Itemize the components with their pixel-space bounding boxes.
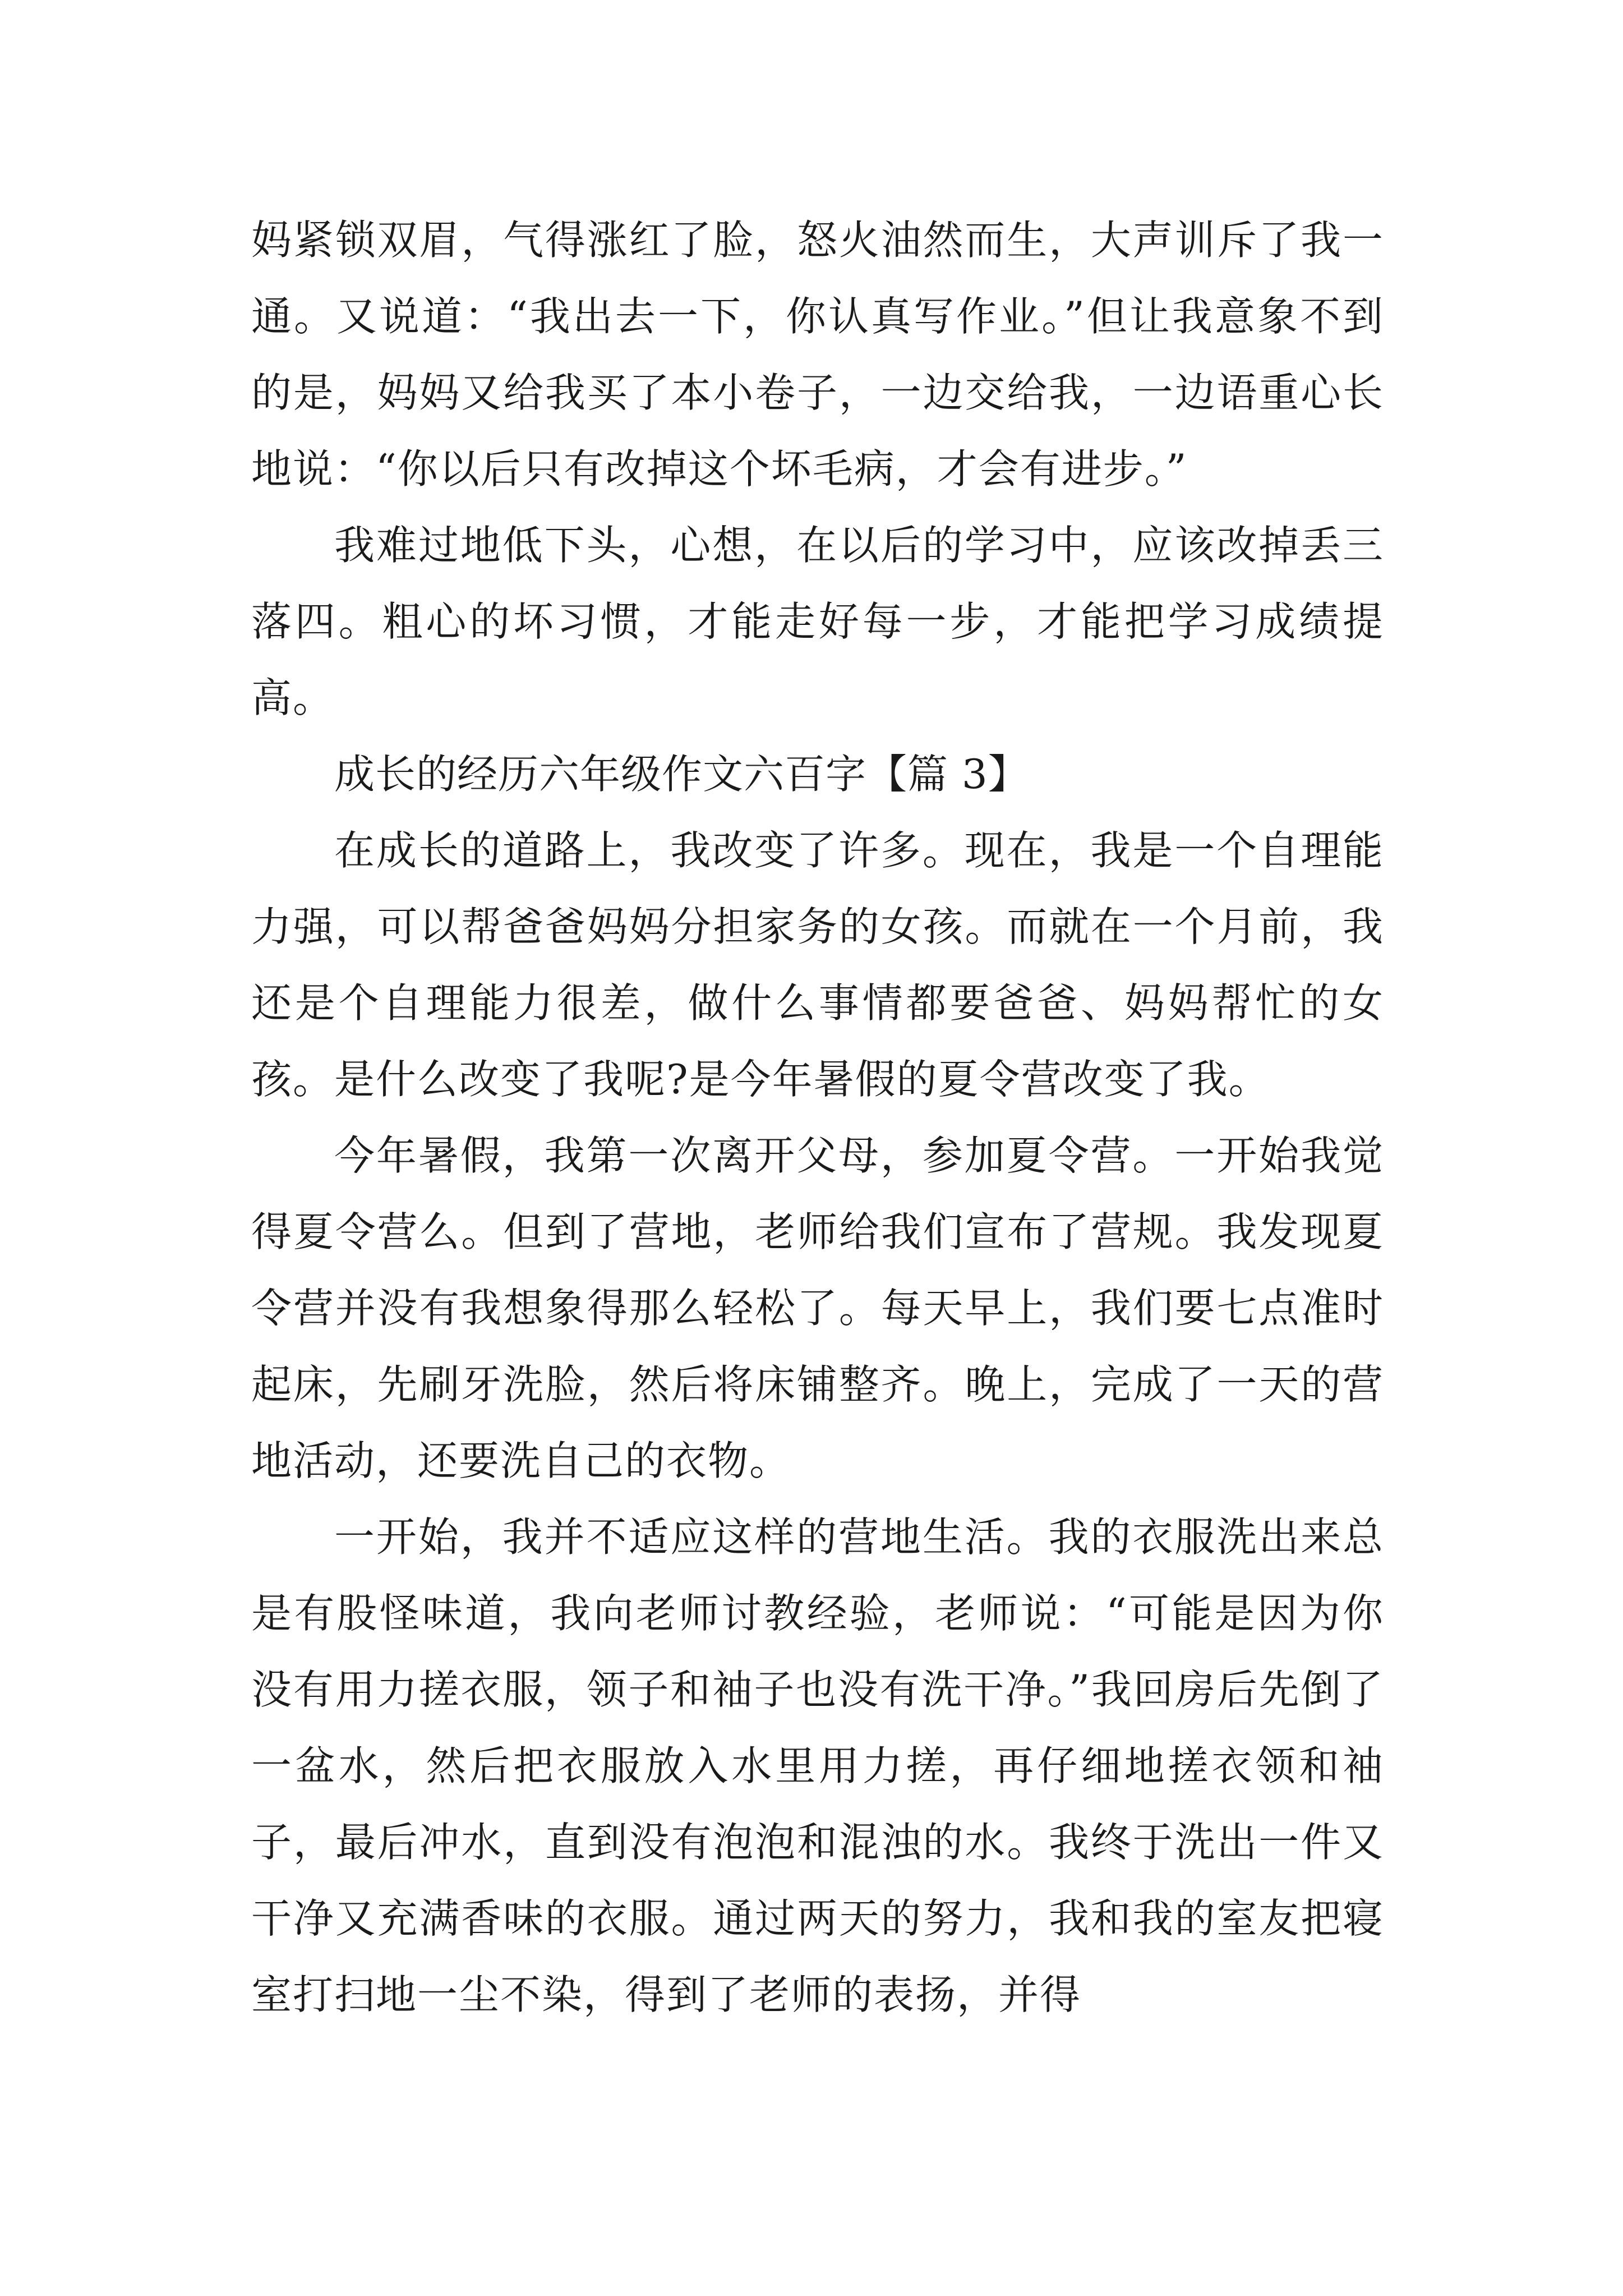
paragraph-4: 今年暑假，我第一次离开父母，参加夏令营。一开始我觉得夏令营么。但到了营地，老师给我们宣布了营规。我发现夏令营并没有我想象得那么轻松了。每天早上，我们要七点准时起床，先刷牙洗脸，然后将床铺整齐。晚上，完成了一天的营地活动，还要洗自己的衣物。 bbox=[251, 1132, 1384, 1484]
paragraph-2: 我难过地低下头，心想，在以后的学习中，应该改掉丢三落四。粗心的坏习惯，才能走好每一步，才能把学习成绩提高。 bbox=[251, 522, 1384, 721]
paragraph-1: 妈紧锁双眉，气得涨红了脸，怒火油然而生，大声训斥了我一通。又说道：“我出去一下，你认真写作业。”但让我意象不到的是，妈妈又给我买了本小卷子，一边交给我，一边语重心长地说：“你以后只有改掉这个坏毛病，才会有进步。” bbox=[251, 217, 1384, 493]
paragraph-5: 一开始，我并不适应这样的营地生活。我的衣服洗出来总是有股怪味道，我向老师讨教经验，老师说：“可能是因为你没有用力搓衣服，领子和袖子也没有洗干净。”我回房后先倒了一盆水，然后把衣服放入水里用力搓，再仔细地搓衣领和袖子，最后冲水，直到没有泡泡和混浊的水。我终于洗出一件又干净又充满香味的衣服。通过两天的努力，我和我的室友把寝室打扫地一尘不染，得到了老师的表扬，并得 bbox=[251, 1513, 1384, 2018]
document-body bbox=[251, 202, 1384, 2033]
section-heading: 成长的经历六年级作文六百字【篇 3】 bbox=[334, 751, 1029, 798]
paragraph-3: 在成长的道路上，我改变了许多。现在，我是一个自理能力强，可以帮爸爸妈妈分担家务的女孩。而就在一个月前，我还是个自理能力很差，做什么事情都要爸爸、妈妈帮忙的女孩。是什么改变了我呢?是今年暑假的夏令营改变了我。 bbox=[251, 827, 1384, 1103]
